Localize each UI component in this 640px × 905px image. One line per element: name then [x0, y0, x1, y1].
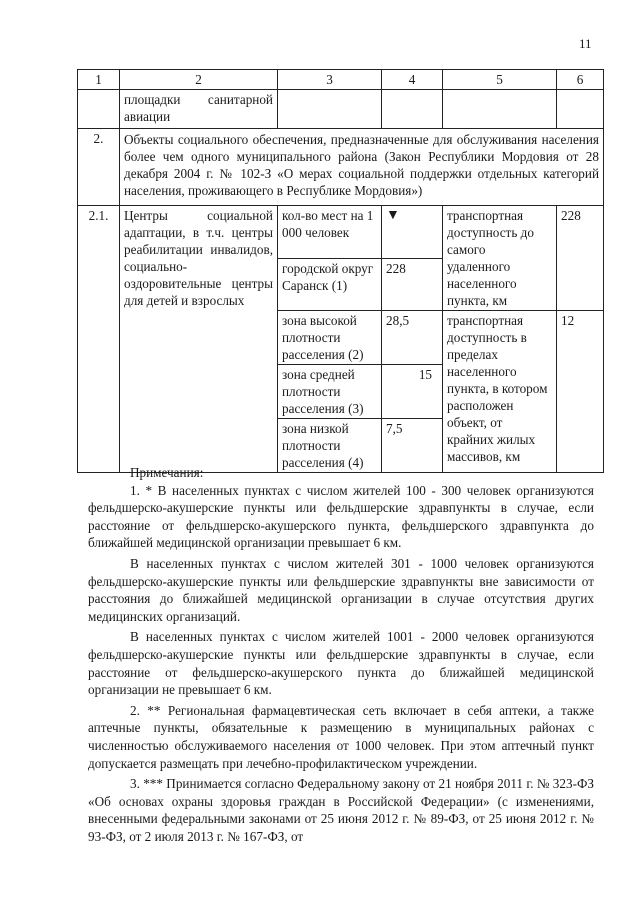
access-text-1: транспортная доступность до самого удаленного населенного пункта, км [443, 206, 557, 311]
zone-value: 15 [382, 365, 443, 419]
item-number: 2.1. [78, 206, 120, 473]
zone-value: 228 [382, 258, 443, 311]
section-text: Объекты социального обеспечения, предназначенные для обслуживания населения более чем одного муниципального района (Закон Республики Мордовия от 28 декабря 2004 г. № 102-З «О мерах социальной поддержки отдельных категорий населения, проживающего в Республике Мордовия») [120, 129, 604, 206]
header-cell: 2 [120, 70, 278, 90]
zone-value: 28,5 [382, 311, 443, 365]
page-number: 11 [579, 36, 592, 51]
access-value-1: 228 [557, 206, 604, 311]
note-paragraph: 2. ** Региональная фармацевтическая сеть включает в себя аптеки, а также аптечные пункты, обязательные к размещению в муниципальных районах с численностью обслуживаемого населения от 1000 человек. При этом аптечный пункт допускается размещать при лечебно-профилактическом учреждении. [88, 702, 594, 771]
access-text-2: транспортная доступность в пределах населенного пункта, в котором расположен объект, от крайних жилых массивов, км [443, 311, 557, 473]
notes-section [88, 464, 594, 845]
note-paragraph: 3. *** Принимается согласно Федеральному закону от 21 ноября 2011 г. № 323-ФЗ «Об основах охраны здоровья граждан в Российской Федерации» (с изменениями, внесенными федеральными законами от 25 июня 2012 г. № 89-ФЗ, от 25 июня 2012 г. № 93-ФЗ, от 2 июля 2013 г. № 167-ФЗ, от [88, 776, 594, 844]
header-cell: 1 [78, 70, 120, 90]
header-cell: 6 [557, 70, 604, 90]
note-paragraph: В населенных пунктах с числом жителей 1001 - 2000 человек организуются фельдшерско-акушерские пункты или фельдшерские здравпункты в случае, если расстояние от фельдшерско-акушерского пункта до ближайшей медицинской организации не превышает 6 км. [88, 629, 594, 698]
norms-table [77, 69, 604, 473]
zone-label: зона высокой плотности расселения (2) [278, 311, 382, 365]
zone-label: городской округ Саранск (1) [278, 258, 382, 311]
access-value-2: 12 [557, 311, 604, 473]
section-number: 2. [78, 129, 120, 206]
header-cell: 5 [443, 70, 557, 90]
notes-title: Примечания: [130, 465, 204, 480]
table-row [78, 90, 604, 129]
unit-label: кол-во мест на 1 000 человек [278, 206, 382, 259]
zone-label: зона низкой плотности расселения (4) [278, 419, 382, 473]
continuation-cell: площадки санитарной авиации [120, 90, 278, 129]
unit-marker: ▼ [382, 206, 443, 259]
table-row [78, 206, 604, 259]
header-cell: 4 [382, 70, 443, 90]
header-cell: 3 [278, 70, 382, 90]
item-name: Центры социальной адаптации, в т.ч. центры реабилитации инвалидов, социально-оздоровительные центры для детей и взрослых [120, 206, 278, 473]
table-header-row [78, 70, 604, 90]
section-row [78, 129, 604, 206]
zone-label: зона средней плотности расселения (3) [278, 365, 382, 419]
zone-value: 7,5 [382, 419, 443, 473]
note-paragraph: 1. * В населенных пунктах с числом жителей 100 - 300 человек организуются фельдшерско-акушерские пункты или фельдшерские здравпункты в случае, если расстояние от фельдшерско-акушерского пункта, фельдшерского здравпункта до ближайшей медицинской организации превышает 6 км. [88, 482, 594, 551]
note-paragraph: В населенных пунктах с числом жителей 301 - 1000 человек организуются фельдшерско-акушерские пункты или фельдшерские здравпункты вне зависимости от расстояния до ближайшей медицинской организации в случае отсутствия других медицинских организаций. [88, 555, 594, 624]
